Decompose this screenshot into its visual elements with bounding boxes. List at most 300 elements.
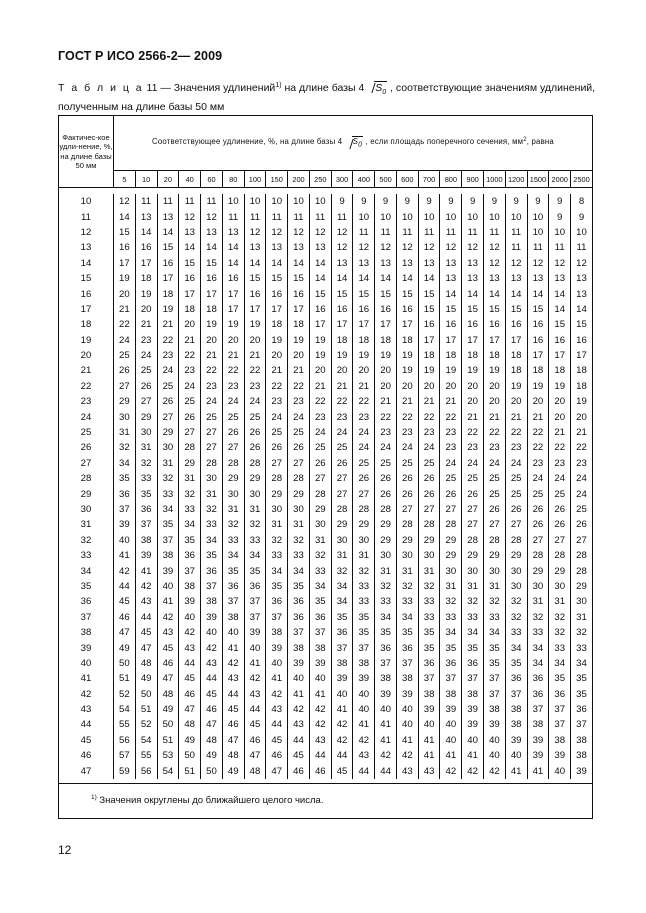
value-cell: 22 (353, 394, 375, 409)
value-cell: 37 (201, 579, 223, 594)
value-cell: 29 (571, 579, 593, 594)
value-cell: 30 (114, 409, 136, 424)
table-caption (58, 81, 598, 115)
area-header-cell: 300 (331, 171, 353, 188)
value-cell: 23 (288, 394, 310, 409)
value-cell: 20 (527, 394, 549, 409)
value-cell: 14 (179, 240, 201, 255)
value-cell: 27 (353, 486, 375, 501)
value-cell: 39 (527, 748, 549, 763)
value-cell: 35 (288, 579, 310, 594)
value-cell: 32 (244, 517, 266, 532)
value-cell: 24 (353, 425, 375, 440)
value-cell: 33 (418, 610, 440, 625)
value-cell: 34 (462, 625, 484, 640)
value-cell: 22 (331, 394, 353, 409)
value-cell: 23 (222, 379, 244, 394)
value-cell: 20 (353, 363, 375, 378)
value-cell: 24 (549, 471, 571, 486)
value-cell: 10 (222, 194, 244, 209)
value-cell: 12 (527, 256, 549, 271)
value-cell: 31 (331, 548, 353, 563)
value-cell: 23 (244, 379, 266, 394)
value-cell: 35 (353, 610, 375, 625)
value-cell: 25 (484, 486, 506, 501)
value-cell: 45 (288, 748, 310, 763)
value-cell: 24 (244, 394, 266, 409)
value-cell: 29 (462, 548, 484, 563)
footnote-mark: 1) (91, 794, 97, 802)
value-cell: 21 (309, 379, 331, 394)
value-cell: 33 (353, 579, 375, 594)
value-cell: 22 (201, 363, 223, 378)
value-cell: 22 (222, 363, 244, 378)
value-cell: 33 (571, 640, 593, 655)
value-cell: 18 (179, 302, 201, 317)
value-cell: 12 (244, 225, 266, 240)
value-cell: 19 (288, 333, 310, 348)
value-cell: 26 (375, 486, 397, 501)
value-cell: 17 (288, 302, 310, 317)
value-cell: 20 (505, 394, 527, 409)
value-cell: 30 (157, 440, 179, 455)
value-cell: 29 (157, 425, 179, 440)
value-cell: 46 (244, 733, 266, 748)
value-cell: 20 (571, 409, 593, 424)
value-cell: 39 (309, 656, 331, 671)
value-cell: 21 (353, 379, 375, 394)
value-cell: 32 (309, 548, 331, 563)
fact-value-cell: 30 (59, 502, 114, 517)
value-cell: 26 (179, 409, 201, 424)
value-cell: 34 (179, 517, 201, 532)
value-cell: 29 (222, 471, 244, 486)
value-cell: 39 (179, 594, 201, 609)
value-cell: 16 (157, 256, 179, 271)
value-cell: 49 (201, 748, 223, 763)
value-cell: 29 (527, 563, 549, 578)
value-cell: 49 (157, 702, 179, 717)
value-cell: 21 (375, 394, 397, 409)
value-cell: 13 (331, 256, 353, 271)
value-cell: 23 (353, 409, 375, 424)
value-cell: 17 (309, 317, 331, 332)
value-cell: 59 (114, 763, 136, 778)
value-cell: 38 (505, 717, 527, 732)
value-cell: 35 (135, 486, 157, 501)
value-cell: 45 (201, 687, 223, 702)
value-cell: 35 (418, 640, 440, 655)
value-cell: 31 (266, 517, 288, 532)
value-cell: 18 (571, 379, 593, 394)
value-cell: 31 (549, 594, 571, 609)
value-cell: 39 (505, 733, 527, 748)
value-cell: 37 (484, 687, 506, 702)
value-cell: 19 (135, 286, 157, 301)
value-cell: 13 (266, 240, 288, 255)
value-cell: 46 (157, 656, 179, 671)
value-cell: 29 (179, 456, 201, 471)
value-cell: 14 (222, 256, 244, 271)
value-cell: 23 (505, 440, 527, 455)
value-cell: 40 (222, 625, 244, 640)
value-cell: 50 (201, 763, 223, 778)
value-cell: 12 (266, 225, 288, 240)
value-cell: 30 (135, 425, 157, 440)
value-cell: 38 (331, 656, 353, 671)
fact-value-cell: 13 (59, 240, 114, 255)
value-cell: 14 (549, 286, 571, 301)
value-cell: 28 (505, 533, 527, 548)
fact-value-cell: 32 (59, 533, 114, 548)
value-cell: 45 (244, 717, 266, 732)
fact-value-cell: 35 (59, 579, 114, 594)
value-cell: 33 (484, 610, 506, 625)
value-cell: 42 (266, 687, 288, 702)
area-header-cell: 20 (157, 171, 179, 188)
value-cell: 37 (549, 717, 571, 732)
value-cell: 46 (309, 763, 331, 778)
value-cell: 30 (222, 486, 244, 501)
value-cell: 35 (462, 640, 484, 655)
value-cell: 14 (309, 256, 331, 271)
table-row (59, 240, 593, 255)
value-cell: 36 (462, 656, 484, 671)
value-cell: 30 (396, 548, 418, 563)
value-cell: 37 (244, 594, 266, 609)
value-cell: 23 (375, 425, 397, 440)
area-header-cell: 500 (375, 171, 397, 188)
value-cell: 30 (375, 548, 397, 563)
table-row (59, 456, 593, 471)
value-cell: 23 (527, 456, 549, 471)
value-cell: 43 (201, 656, 223, 671)
value-cell: 22 (440, 409, 462, 424)
table-row (59, 379, 593, 394)
value-cell: 26 (527, 502, 549, 517)
table-row (59, 671, 593, 686)
value-cell: 16 (266, 286, 288, 301)
value-cell: 15 (375, 286, 397, 301)
fact-value-cell: 41 (59, 671, 114, 686)
value-cell: 14 (418, 271, 440, 286)
value-cell: 37 (375, 656, 397, 671)
value-cell: 16 (114, 240, 136, 255)
value-cell: 48 (179, 717, 201, 732)
value-cell: 26 (222, 425, 244, 440)
value-cell: 37 (484, 671, 506, 686)
value-cell: 12 (288, 225, 310, 240)
area-header-cell: 400 (353, 171, 375, 188)
value-cell: 39 (266, 640, 288, 655)
value-cell: 27 (288, 456, 310, 471)
value-cell: 20 (179, 317, 201, 332)
value-cell: 36 (440, 656, 462, 671)
value-cell: 28 (549, 548, 571, 563)
value-cell: 54 (157, 763, 179, 778)
value-cell: 19 (157, 302, 179, 317)
value-cell: 26 (114, 363, 136, 378)
value-cell: 10 (266, 194, 288, 209)
value-cell: 38 (571, 733, 593, 748)
value-cell: 14 (353, 271, 375, 286)
value-cell: 17 (527, 348, 549, 363)
value-cell: 15 (571, 317, 593, 332)
value-cell: 37 (331, 640, 353, 655)
value-cell: 25 (309, 440, 331, 455)
value-cell: 31 (135, 440, 157, 455)
value-cell: 30 (571, 594, 593, 609)
value-cell: 35 (396, 625, 418, 640)
fact-elongation-header: Фактичес-кое удли-нение, %, на длине базы 50 мм (59, 116, 114, 188)
value-cell: 39 (375, 687, 397, 702)
fact-value-cell: 29 (59, 486, 114, 501)
value-cell: 13 (288, 240, 310, 255)
value-cell: 34 (309, 579, 331, 594)
value-cell: 22 (484, 425, 506, 440)
value-cell: 18 (571, 363, 593, 378)
fact-value-cell: 33 (59, 548, 114, 563)
value-cell: 40 (266, 656, 288, 671)
value-cell: 42 (222, 656, 244, 671)
value-cell: 11 (505, 225, 527, 240)
value-cell: 45 (331, 763, 353, 778)
value-cell: 10 (484, 209, 506, 224)
value-cell: 34 (201, 533, 223, 548)
value-cell: 46 (114, 610, 136, 625)
value-cell: 13 (440, 256, 462, 271)
value-cell: 56 (135, 763, 157, 778)
value-cell: 11 (549, 240, 571, 255)
value-cell: 20 (201, 333, 223, 348)
value-cell: 40 (157, 579, 179, 594)
value-cell: 32 (114, 440, 136, 455)
table-row (59, 271, 593, 286)
value-cell: 35 (331, 610, 353, 625)
value-cell: 16 (527, 333, 549, 348)
value-cell: 32 (396, 579, 418, 594)
value-cell: 21 (244, 348, 266, 363)
value-cell: 16 (418, 317, 440, 332)
value-cell: 14 (396, 271, 418, 286)
value-cell: 35 (418, 625, 440, 640)
value-cell: 35 (440, 640, 462, 655)
value-cell: 18 (157, 286, 179, 301)
value-cell: 34 (375, 610, 397, 625)
value-cell: 48 (201, 733, 223, 748)
value-cell: 40 (179, 610, 201, 625)
value-cell: 42 (309, 702, 331, 717)
value-cell: 27 (309, 471, 331, 486)
value-cell: 10 (396, 209, 418, 224)
value-cell: 31 (462, 579, 484, 594)
value-cell: 20 (135, 302, 157, 317)
value-cell: 24 (266, 409, 288, 424)
value-cell: 34 (331, 594, 353, 609)
table-row (59, 486, 593, 501)
value-cell: 42 (375, 748, 397, 763)
value-cell: 25 (440, 471, 462, 486)
value-cell: 30 (549, 579, 571, 594)
value-cell: 13 (222, 225, 244, 240)
value-cell: 29 (549, 563, 571, 578)
value-cell: 11 (309, 209, 331, 224)
value-cell: 35 (549, 671, 571, 686)
value-cell: 29 (114, 394, 136, 409)
value-cell: 27 (505, 517, 527, 532)
value-cell: 28 (353, 502, 375, 517)
value-cell: 37 (353, 640, 375, 655)
value-cell: 33 (527, 625, 549, 640)
value-cell: 18 (549, 363, 571, 378)
value-cell: 38 (266, 625, 288, 640)
value-cell: 25 (484, 471, 506, 486)
value-cell: 24 (527, 471, 549, 486)
value-cell: 26 (418, 471, 440, 486)
value-cell: 47 (179, 702, 201, 717)
value-cell: 17 (222, 286, 244, 301)
value-cell: 50 (179, 748, 201, 763)
area-header-cell: 60 (201, 171, 223, 188)
fact-value-cell: 24 (59, 409, 114, 424)
value-cell: 41 (375, 717, 397, 732)
fact-value-cell: 40 (59, 656, 114, 671)
fact-value-cell: 14 (59, 256, 114, 271)
value-cell: 25 (114, 348, 136, 363)
value-cell: 33 (179, 502, 201, 517)
value-cell: 43 (244, 687, 266, 702)
area-header-cell: 1200 (505, 171, 527, 188)
value-cell: 11 (244, 209, 266, 224)
value-cell: 19 (505, 379, 527, 394)
value-cell: 19 (201, 317, 223, 332)
value-cell: 38 (309, 640, 331, 655)
value-cell: 26 (244, 440, 266, 455)
value-cell: 35 (201, 548, 223, 563)
value-cell: 9 (571, 209, 593, 224)
value-cell: 12 (571, 256, 593, 271)
value-cell: 39 (135, 548, 157, 563)
table-row (59, 748, 593, 763)
value-cell: 18 (266, 317, 288, 332)
value-cell: 22 (571, 440, 593, 455)
value-cell: 46 (222, 717, 244, 732)
value-cell: 15 (418, 302, 440, 317)
value-cell: 37 (222, 594, 244, 609)
value-cell: 15 (179, 256, 201, 271)
value-cell: 40 (244, 640, 266, 655)
value-cell: 51 (157, 733, 179, 748)
value-cell: 35 (114, 471, 136, 486)
area-header-cell: 250 (309, 171, 331, 188)
value-cell: 40 (484, 748, 506, 763)
value-cell: 26 (396, 471, 418, 486)
value-cell: 34 (484, 625, 506, 640)
value-cell: 11 (353, 225, 375, 240)
value-cell: 24 (135, 348, 157, 363)
value-cell: 28 (571, 563, 593, 578)
value-cell: 41 (353, 717, 375, 732)
value-cell: 24 (157, 363, 179, 378)
area-header-cell: 1000 (484, 171, 506, 188)
value-cell: 11 (201, 194, 223, 209)
value-cell: 35 (222, 563, 244, 578)
value-cell: 41 (505, 763, 527, 778)
value-cell: 20 (375, 379, 397, 394)
value-cell: 13 (462, 271, 484, 286)
value-cell: 22 (549, 440, 571, 455)
value-cell: 21 (505, 409, 527, 424)
fact-value-cell: 23 (59, 394, 114, 409)
value-cell: 31 (309, 533, 331, 548)
value-cell: 37 (135, 517, 157, 532)
value-cell: 34 (571, 656, 593, 671)
value-cell: 14 (571, 302, 593, 317)
value-cell: 9 (549, 209, 571, 224)
value-cell: 23 (309, 409, 331, 424)
value-cell: 18 (484, 348, 506, 363)
value-cell: 31 (353, 548, 375, 563)
value-cell: 28 (309, 486, 331, 501)
value-cell: 13 (375, 256, 397, 271)
value-cell: 18 (353, 333, 375, 348)
value-cell: 18 (505, 348, 527, 363)
value-cell: 14 (266, 256, 288, 271)
value-cell: 10 (571, 225, 593, 240)
value-cell: 28 (222, 456, 244, 471)
value-cell: 26 (549, 502, 571, 517)
value-cell: 45 (157, 640, 179, 655)
value-cell: 17 (505, 333, 527, 348)
value-cell: 16 (331, 302, 353, 317)
value-cell: 16 (201, 271, 223, 286)
value-cell: 30 (418, 548, 440, 563)
value-cell: 21 (462, 409, 484, 424)
value-cell: 12 (331, 240, 353, 255)
value-cell: 28 (440, 517, 462, 532)
value-cell: 25 (244, 409, 266, 424)
value-cell: 16 (527, 317, 549, 332)
fact-value-cell: 10 (59, 194, 114, 209)
value-cell: 14 (201, 240, 223, 255)
value-cell: 24 (484, 456, 506, 471)
value-cell: 29 (505, 548, 527, 563)
area-header-cell: 80 (222, 171, 244, 188)
value-cell: 18 (201, 302, 223, 317)
value-cell: 44 (375, 763, 397, 778)
value-cell: 36 (527, 671, 549, 686)
value-cell: 20 (440, 379, 462, 394)
value-cell: 12 (462, 240, 484, 255)
value-cell: 15 (353, 286, 375, 301)
table-row (59, 517, 593, 532)
value-cell: 22 (418, 409, 440, 424)
value-cell: 30 (505, 579, 527, 594)
value-cell: 26 (331, 456, 353, 471)
value-cell: 17 (179, 286, 201, 301)
value-cell: 14 (549, 302, 571, 317)
area-header-cell: 150 (266, 171, 288, 188)
value-cell: 41 (114, 548, 136, 563)
value-cell: 22 (505, 425, 527, 440)
value-cell: 29 (266, 486, 288, 501)
value-cell: 57 (114, 748, 136, 763)
value-cell: 39 (462, 702, 484, 717)
value-cell: 19 (266, 333, 288, 348)
value-cell: 42 (114, 563, 136, 578)
value-cell: 33 (396, 594, 418, 609)
value-cell: 14 (288, 256, 310, 271)
